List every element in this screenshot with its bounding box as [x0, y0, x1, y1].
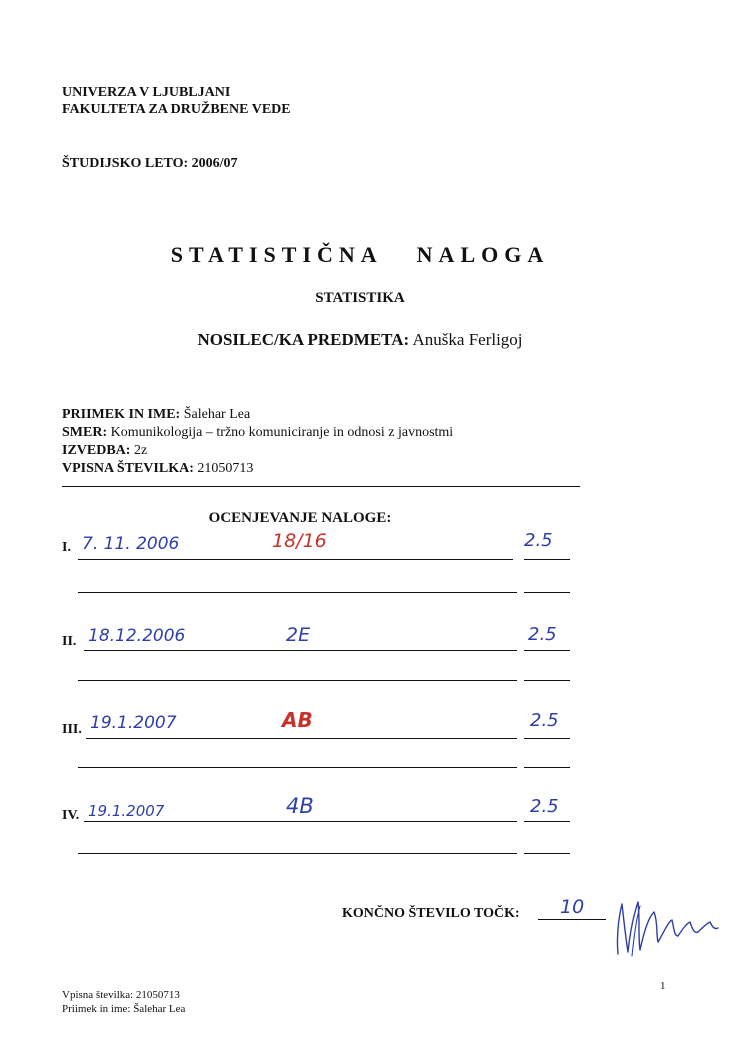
track-value: Komunikologija – tržno komuniciranje in odnosi z javnostmi: [110, 425, 454, 440]
mode-label: IZVEDBA:: [62, 443, 131, 458]
points-line: [524, 650, 570, 651]
student-id-label: VPISNA ŠTEVILKA:: [62, 461, 194, 476]
study-year: ŠTUDIJSKO LETO: 2006/07: [62, 156, 238, 171]
title-word-2: NALOGA: [416, 242, 550, 267]
handwritten-points: 2.5: [528, 624, 557, 645]
grading-row-numeral: II.: [62, 634, 77, 649]
handwritten-mark: 2E: [286, 624, 311, 646]
points-line: [524, 738, 570, 739]
document-title: [0, 242, 720, 268]
points-line: [524, 592, 570, 593]
subject-name: STATISTIKA: [315, 290, 405, 306]
total-points-value: 10: [560, 896, 585, 918]
entry-line: [78, 559, 513, 560]
entry-line: [84, 821, 517, 822]
student-info: [62, 406, 453, 478]
entry-line: [78, 853, 517, 854]
footer-name: Priimek in ime: Šalehar Lea: [62, 1003, 186, 1015]
footer-id: Vpisna številka: 21050713: [62, 989, 180, 1001]
handwritten-mark: 18/16: [272, 530, 327, 552]
points-line: [524, 821, 570, 822]
footer-info: [62, 988, 185, 1016]
points-line: [524, 853, 570, 854]
university-name: UNIVERZA V LJUBLJANI: [62, 85, 231, 100]
section-divider: [62, 486, 580, 487]
handwritten-mark: 4B: [286, 794, 314, 818]
institution-header: [62, 84, 291, 118]
total-points-line: [538, 919, 606, 920]
points-line: [524, 767, 570, 768]
handwritten-points: 2.5: [524, 530, 553, 551]
holder-name: Anuška Ferligoj: [412, 330, 523, 349]
entry-line: [86, 738, 517, 739]
handwritten-date: 18.12.2006: [88, 626, 186, 646]
holder-label: NOSILEC/KA PREDMETA:: [197, 330, 410, 349]
total-points-label: KONČNO ŠTEVILO TOČK:: [342, 906, 520, 921]
title-word-1: STATISTIČNA: [170, 242, 383, 267]
entry-line: [78, 680, 517, 681]
student-name-label: PRIIMEK IN IME:: [62, 407, 181, 422]
entry-line: [78, 767, 517, 768]
signature: [612, 892, 724, 962]
handwritten-date: 7. 11. 2006: [82, 534, 180, 554]
handwritten-points: 2.5: [530, 710, 559, 731]
student-name: Šalehar Lea: [183, 407, 251, 422]
points-line: [524, 559, 570, 560]
grading-row-numeral: IV.: [62, 808, 80, 823]
handwritten-mark: AB: [282, 708, 313, 732]
handwritten-points: 2.5: [530, 796, 559, 817]
grading-row-numeral: I.: [62, 540, 71, 555]
student-id: 21050713: [197, 461, 254, 476]
points-line: [524, 680, 570, 681]
entry-line: [78, 592, 517, 593]
entry-line: [84, 650, 517, 651]
handwritten-date: 19.1.2007: [90, 713, 177, 733]
course-holder: [0, 330, 720, 350]
page-number: 1: [660, 980, 666, 992]
track-label: SMER:: [62, 425, 108, 440]
grading-title: OCENJEVANJE NALOGE:: [208, 510, 392, 526]
mode-value: 2z: [133, 443, 148, 458]
grading-row-numeral: III.: [62, 722, 82, 737]
faculty-name: FAKULTETA ZA DRUŽBENE VEDE: [62, 102, 291, 117]
handwritten-date: 19.1.2007: [88, 802, 165, 820]
